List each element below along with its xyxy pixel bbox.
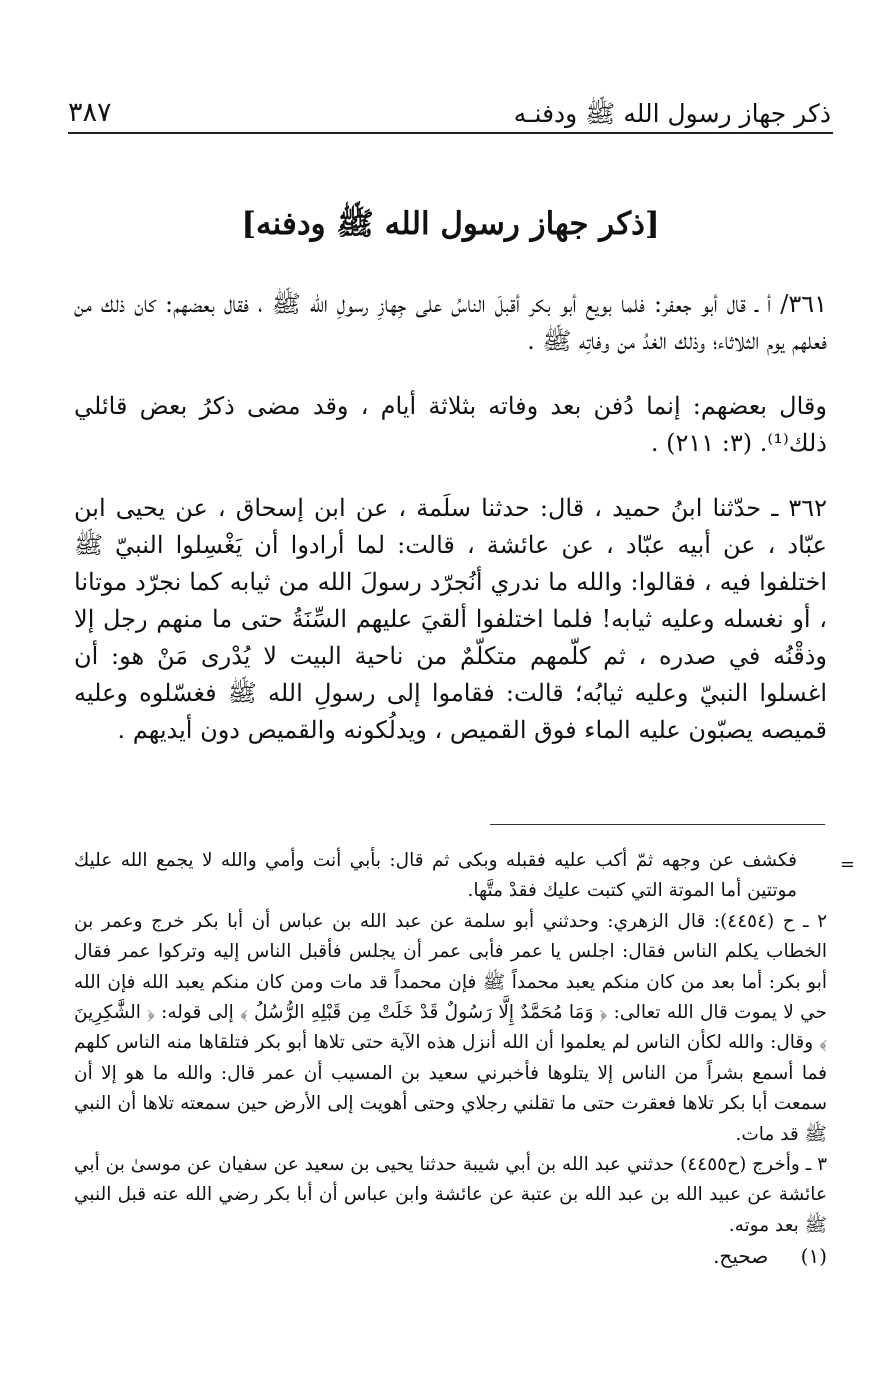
footnote-continuation bbox=[74, 846, 855, 907]
page-header bbox=[68, 82, 831, 126]
footnote-2: ٢ ـ ح (٤٤٥٤): قال الزهري: وحدثني أبو سلمة عن عبد الله بن عباس أن أبا بكر خرج وعمر بن الخطاب يكلم الناس فقال: اجلس يا عمر فأبى عمر أن يجلس فأقبل الناس إليه وتركوا عمر فقال أبو بكر: أما بعد من كان منكم يعبد محمداً ﷺ فإن محمداً قد مات ومن كان منكم يعبد الله فإن الله حي لا يموت قال الله تعالى: ﴿ وَمَا مُحَمَّدٌ إِلَّا رَسُولٌ قَدْ خَلَتْ مِن قَبْلِهِ الرُّسُلُ ﴾ إلى قوله: ﴿ الشَّٰكِرِينَ ﴾ وقال: والله لكأن الناس لم يعلموا أن الله أنزل هذه الآية حتى تلاها أبو بكر فتلقاها منه الناس كلهم فما أسمع بشراً من الناس إلا يتلوها فأخبرني سعيد بن المسيب أن عمر قال: والله ما هو إلا أن سمعت أبا بكر تلاها فعقرت حتى ما تقلني رجلاي وحتى أهويت إلى الأرض حين سمعته تلاها أن النبي ﷺ قد مات. bbox=[74, 910, 827, 1145]
main-text bbox=[74, 205, 827, 777]
continuation-text: فكشف عن وجهه ثمّ أكب عليه فقبله وبكى ثم قال: بأبي أنت وأمي والله لا يجمع الله عليك موتتين أما الموتة التي كتبت عليك فقدْ متَّها. bbox=[74, 850, 797, 902]
footnotes bbox=[74, 846, 855, 1272]
running-title: ذكر جهاز رسول الله ﷺ ودفنـه bbox=[513, 99, 831, 128]
paragraph-361-cont: وقال بعضهم: إنما دُفن بعد وفاته بثلاثة أيام ، وقد مضى ذكرُ بعض قائلي ذلك⁽¹⁾. (٣: ٢١١) . bbox=[74, 392, 827, 457]
paragraph-362: ٣٦٢ ـ حدّثنا ابنُ حميد ، قال: حدثنا سلَمة ، عن ابن إسحاق ، عن يحيى ابن عبّاد ، عن أبيه عبّاد ، عن عائشة ، قالت: لما أرادوا أن يَغْسِلوا النبيّ ﷺ اختلفوا فيه ، فقالوا: والله ما ندري أنُجرّد رسولَ الله من ثيابه كما نجرّد موتانا ، أو نغسله وعليه ثيابه! فلما اختلفوا ألقيَ عليهم السِّنَةُ حتى ما منهم رجل إلا وذقْنُه في صدره ، ثم كلّمهم متكلّمٌ من ناحية البيت لا يُدْرى مَنْ هو: أن اغسلوا النبيّ وعليه ثيابُه؛ قالت: فقاموا إلى رسولِ الله ﷺ فغسّلوه وعليه قميصه يصبّون عليه الماء فوق القميص ، ويدلُكونه والقميص دون أيديهم . bbox=[74, 494, 827, 744]
paragraph-361: ٣٦١/ أ ـ قال أبو جعفر: فلما بويع أبو بكر أقبلَ الناسُ على جِهازِ رسولِ الله ﷺ ، فقال بعضهم: كان ذلك من فعلهم يوم الثلاثاء؛ وذلك الغدُ من وفاتِه ﷺ . bbox=[74, 290, 827, 355]
footnote-separator bbox=[490, 824, 825, 825]
continuation-mark: = bbox=[839, 854, 855, 875]
section-title: [ذكر جهاز رسول الله ﷺ ودفنه] bbox=[241, 206, 660, 242]
footnote-3: ٣ ـ وأخرج (ح٤٤٥٥) حدثني عبد الله بن أبي شيبة حدثنا يحيى بن سعيد عن سفيان عن موسىٰ بن أبي عائشة عن عبيد الله بن عبد الله بن عتبة عن عائشة وابن عباس أن أبا بكر رضي الله عنه قبل النبي ﷺ بعد موته. bbox=[74, 1154, 827, 1236]
footnote-1-number: (١) bbox=[800, 1244, 827, 1269]
page-number: ٣٨٧ bbox=[68, 97, 112, 128]
footnote-1 bbox=[74, 1241, 827, 1271]
header-rule bbox=[68, 132, 833, 134]
footnote-1-text: صحيح. bbox=[713, 1244, 769, 1269]
